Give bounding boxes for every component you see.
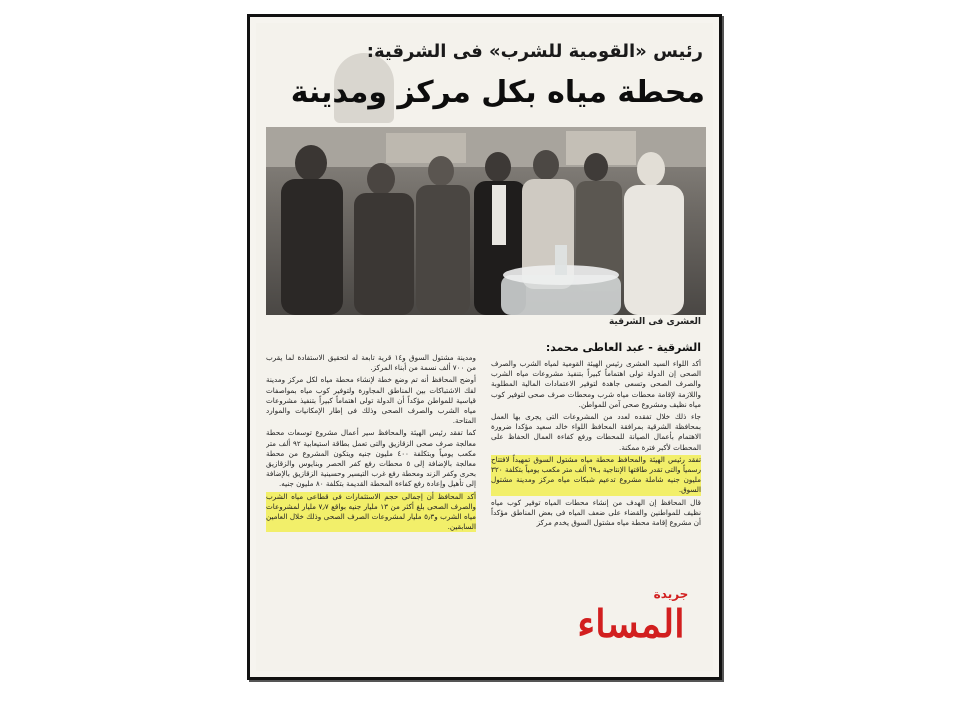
article-pre-title: رئيس «القومية للشرب» فى الشرقية: (366, 41, 703, 62)
newspaper-logo (561, 587, 701, 657)
article-column-left (266, 353, 476, 583)
article-headline: محطة مياه بكل مركز ومدينة (290, 75, 705, 110)
paragraph: أوضح المحافظ أنه تم وضع خطة لإنشاء محطة مياه لكل مركز ومدينة لفك الاشتباكات بين المناطق المجاورة ولتوفير كوب مياه بمواصفات قياسية للمواطن مؤكداً أن الدولة تولى اهتماماً كبيراً بتنفيذ مشروعات مياه الشرب والصرف الصحى وذلك فى إطار الإمكانيات والموارد المتاحة. (266, 375, 476, 426)
photo-caption: العشرى فى الشرقية (608, 317, 701, 327)
paragraph: ومدينة مشتول السوق و١٤ قرية تابعة له لتحقيق الاستفادة لما يقرب من ٧٠٠ ألف نسمة من أبناء المركز. (266, 353, 476, 373)
highlighted-paragraph: أكد المحافظ أن إجمالى حجم الاستثمارات فى قطاعى مياه الشرب والصرف الصحى بلغ أكثر من ١٣ مليار جنيه بواقع ٧٫٧ مليار لمشروعات مياه الشرب و٥٫٣ مليار لمشروعات الصرف الصحى وذلك خلال العامين السابقين. (266, 491, 476, 532)
paragraph: قال المحافظ إن الهدف من إنشاء محطات المياه توفير كوب مياه نظيف للمواطنين والقضاء على ضعف المياه فى بعض المناطق مؤكداً أن مشروع إقامة محطة مياه مشتول السوق يخدم مركز (491, 497, 701, 528)
newspaper-clipping (256, 23, 713, 671)
article-column-right (491, 359, 701, 579)
paragraph: كما تفقد رئيس الهيئة والمحافظ سير أعمال مشروع توسعات محطة معالجة صرف صحى الزقازيق والتى تعمل بطاقة استيعابية ٩٢ ألف متر مكعب يومياً وبتكلفة ٤٠٠ مليون جنيه ويتكون المشروع من محطة معالجة بالإضافة إلى ٥ محطات رفع كفر الحصر وبنايوس والزقازيق بحرى وكفر الزند ومحطة رفع غرب التيسير وحسينية الزقازيق بالإضافة إلى تأهيل وإعادة رفع كفاءة المحطة القديمة بتكلفة ٨٠ مليون جنيه. (266, 428, 476, 489)
logo-small-text: جريدة (653, 587, 689, 601)
article-photo (266, 127, 706, 315)
highlighted-paragraph: تفقد رئيس الهيئة والمحافظ محطة مياه مشتول السوق تمهيداً لافتتاح رسمياً والتى تقدر طاقتها الإنتاجية بـ٦٩ ألف متر مكعب يومياً بتكلفة ٣٢٠ مليون جنيه شاملة مشروع تدعيم شبكات مياه مركز ومدينة مشتول السوق. (491, 454, 701, 495)
article-byline: الشرقية - عبد العاطى محمد: (545, 341, 701, 354)
logo-big-text: المساء (577, 601, 685, 646)
clipping-frame (247, 14, 722, 680)
paragraph: جاء ذلك خلال تفقده لعدد من المشروعات التى يجرى بها العمل بمحافظة الشرقية بمرافقة المحافظ اللواء خالد سعيد مؤكدا ضرورة الاهتمام بأعمال الصيانة للمحطات ورفع كفاءة العمال الحفاظ على المحطات لأكبر فترة ممكنة. (491, 412, 701, 452)
paragraph: أكد اللواء السيد العشرى رئيس الهيئة القومية لمياه الشرب والصرف الصحى إن الدولة تولى اهتماماً كبيراً بتنفيذ مشروعات مياه الشرب والصرف الصحى وتسعى جاهدة لتوفير الاعتمادات المالية المطلوبة واللازمة لإقامة محطات مياه شرب ومحطات صرف صحى لتوفير كوب مياه نظيف ومشروع صحى آمن للمواطن. (491, 359, 701, 409)
